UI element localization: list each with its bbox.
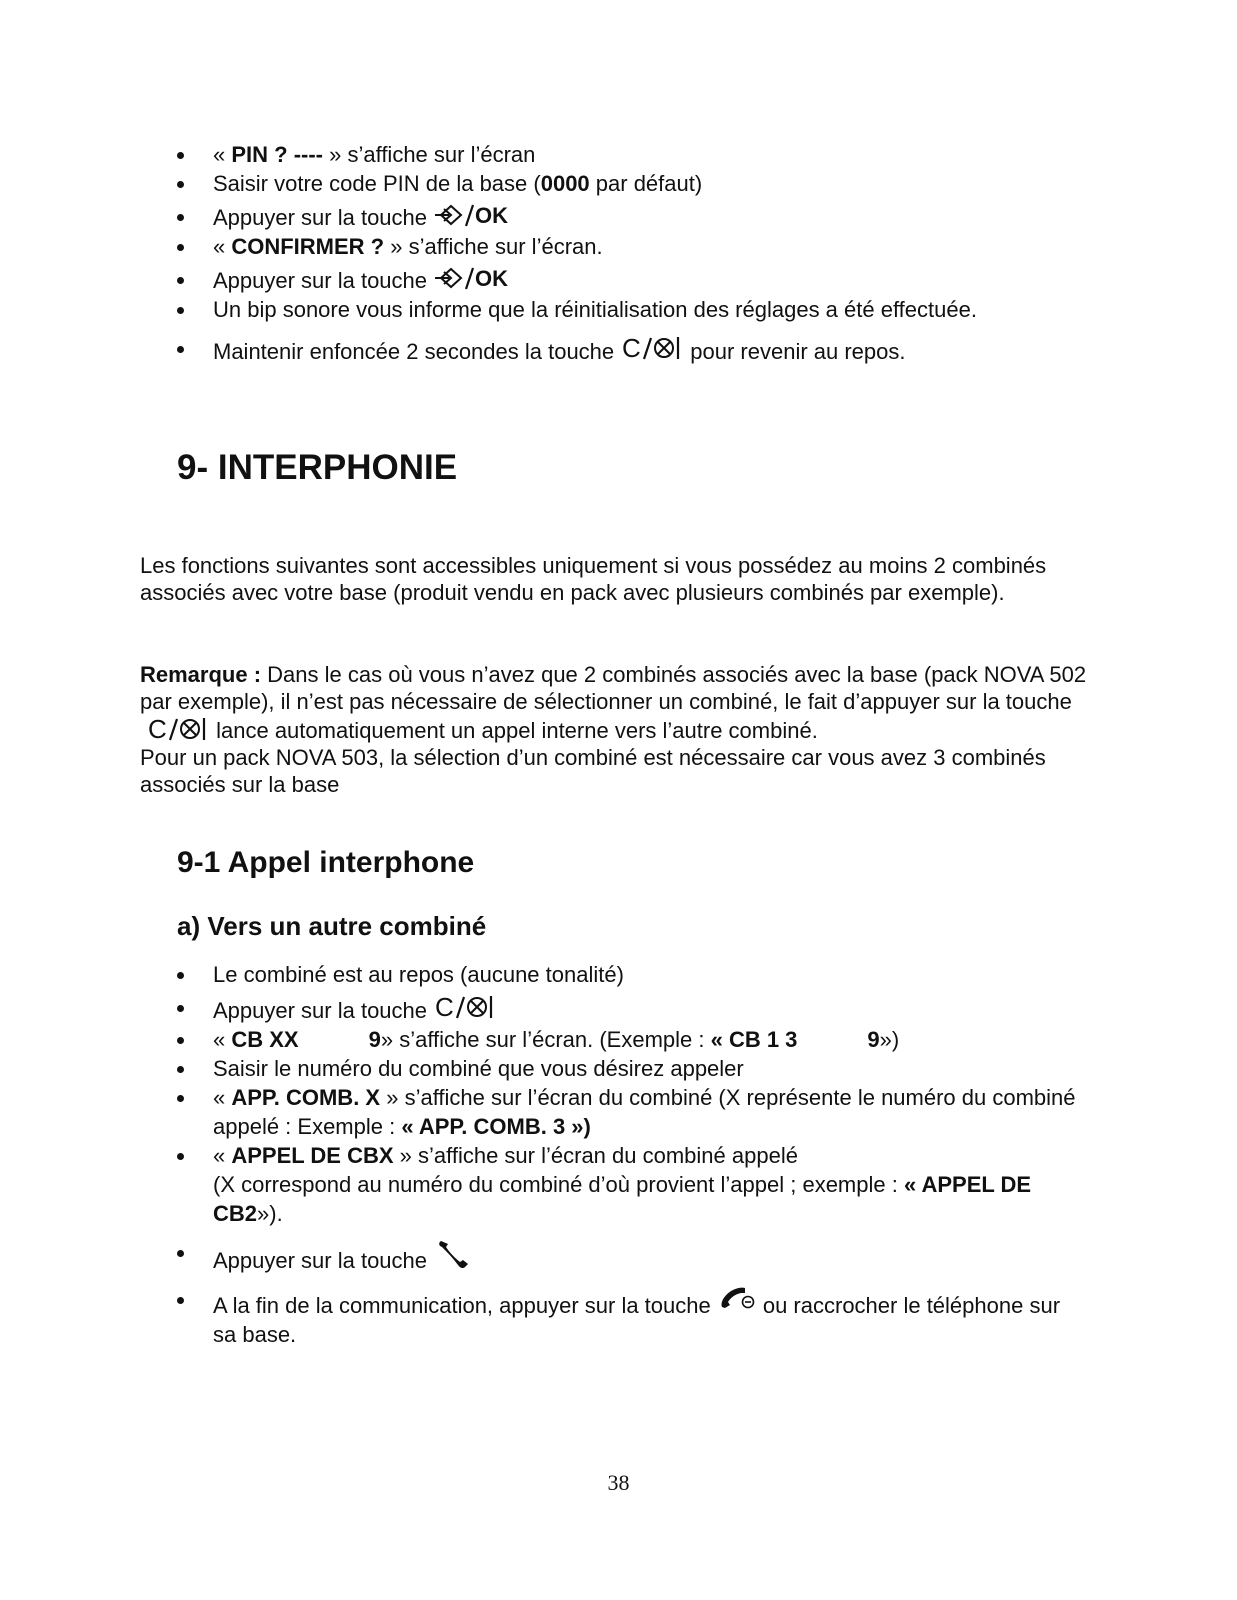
svg-text:C: C — [622, 334, 641, 362]
list-item: « APP. COMB. X » s’affiche sur l’écran du combiné (X représente le numéro du combiné appelé : Exemple : « APP. COMB. 3 ») — [177, 1083, 1077, 1141]
list-item: A la fin de la communication, appuyer sur la touche ou raccrocher le téléphone sur sa base. — [177, 1285, 1077, 1349]
list-item: Saisir votre code PIN de la base (0000 par défaut) — [177, 169, 1077, 198]
section-title: 9-1 Appel interphone — [177, 846, 475, 879]
intercom-steps-list — [177, 960, 1077, 1349]
list-item: « APPEL DE CBX » s’affiche sur l’écran du combiné appelé (X correspond au numéro du combiné d’où provient l’appel ; exemple : « APPEL DE CB2»). — [177, 1141, 1077, 1228]
hang-up-phone-icon — [717, 1285, 757, 1317]
clear-intercom-key-icon — [620, 334, 684, 362]
intro-paragraph: Les fonctions suivantes sont accessibles uniquement si vous possédez au moins 2 combinés associés avec votre base (produit vendu en pack avec plusieurs combinés par exemple). — [140, 553, 1047, 605]
page-number: 38 — [607, 1470, 630, 1495]
list-item: Le combiné est au repos (aucune tonalité) — [177, 960, 1077, 989]
svg-text:C: C — [435, 993, 454, 1021]
menu-ok-key-icon — [433, 265, 509, 291]
list-item: Appuyer sur la touche OK — [177, 202, 1077, 232]
svg-text:C: C — [148, 715, 167, 743]
list-item: Maintenir enfoncée 2 secondes la touche C pour revenir au repos. — [177, 334, 1077, 366]
chapter-title: 9- INTERPHONIE — [177, 448, 458, 487]
svg-text:OK: OK — [475, 266, 509, 291]
list-item: Appuyer sur la touche OK — [177, 265, 1077, 295]
remark-label: Remarque : — [140, 662, 262, 687]
list-item: « CONFIRMER ? » s’affiche sur l’écran. — [177, 232, 1077, 261]
list-item: Appuyer sur la touche — [177, 1238, 1077, 1275]
clear-intercom-key-icon — [433, 993, 497, 1021]
list-item: « PIN ? ---- » s’affiche sur l’écran — [177, 140, 1077, 169]
subsection-title: a) Vers un autre combiné — [177, 911, 487, 941]
menu-ok-key-icon — [433, 202, 509, 228]
off-hook-phone-icon — [433, 1238, 473, 1274]
list-item: Saisir le numéro du combiné que vous désirez appeler — [177, 1054, 1077, 1083]
remark-paragraph: Remarque : Dans le cas où vous n’avez que 2 combinés associés avec la base (pack NOVA 502 par exemple), il n’est pas nécessaire de sélectionner un combiné, le fait d’appuyer sur la touche C lance automatiquement un appel interne vers l’autre combiné. Pour un pack NOVA 503, la sélection d’un combiné est nécessaire car vous avez 3 combinés associés sur la base — [140, 662, 1087, 797]
reset-steps-list — [177, 140, 1077, 366]
list-item: Appuyer sur la touche C — [177, 993, 1077, 1025]
svg-text:OK: OK — [475, 203, 509, 228]
clear-intercom-key-icon — [146, 715, 210, 743]
list-item: « CB XX 9» s’affiche sur l’écran. (Exemple : « CB 1 3 9») — [177, 1025, 1077, 1054]
list-item: Un bip sonore vous informe que la réinitialisation des réglages a été effectuée. — [177, 295, 1077, 324]
